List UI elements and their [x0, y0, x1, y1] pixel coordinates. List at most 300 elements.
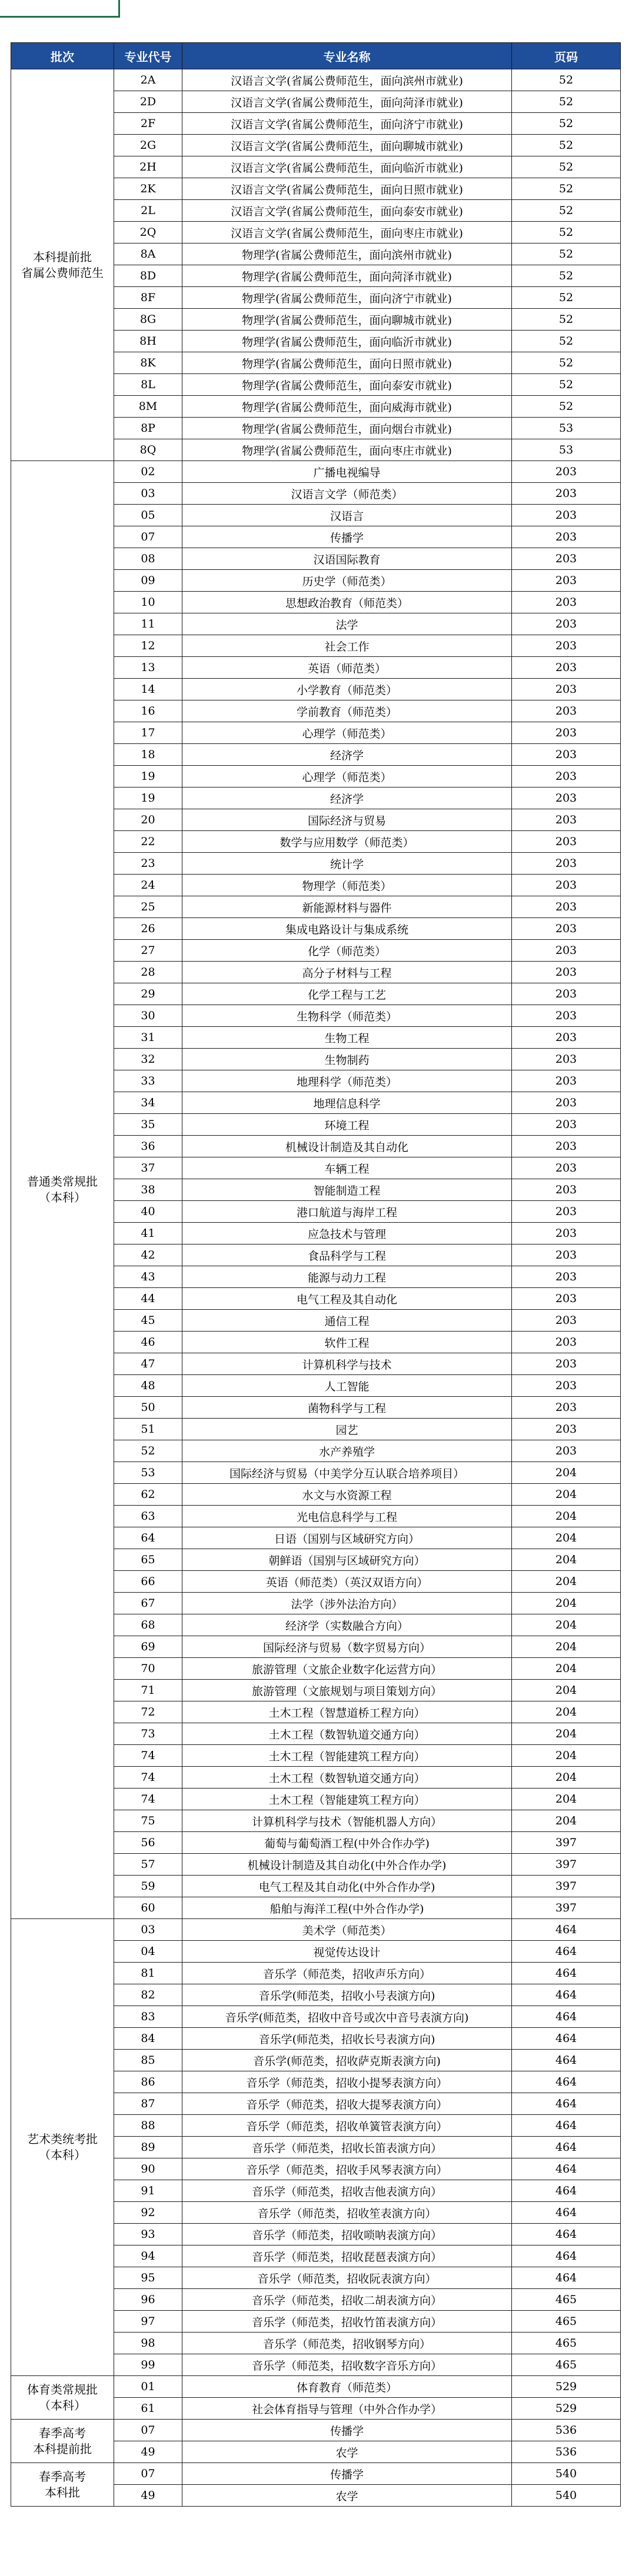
major-code-cell[interactable]: 94: [114, 2245, 182, 2267]
major-name-cell[interactable]: 音乐学（师范类，招收阮表演方向）: [182, 2267, 512, 2289]
batch-cell[interactable]: 体育类常规批 （本科）: [11, 2376, 114, 2420]
major-name-cell[interactable]: 物理学(省属公费师范生，面向济宁市就业): [182, 287, 512, 309]
major-name-cell[interactable]: 英语（师范类）: [182, 657, 512, 679]
major-code-cell[interactable]: 2K: [114, 178, 182, 200]
page-cell[interactable]: 203: [512, 700, 621, 722]
major-name-cell[interactable]: 土木工程（智能建筑工程方向）: [182, 1788, 512, 1810]
page-cell[interactable]: 204: [512, 1614, 621, 1636]
page-cell[interactable]: 203: [512, 570, 621, 592]
major-code-cell[interactable]: 20: [114, 809, 182, 831]
major-name-cell[interactable]: 汉语言: [182, 505, 512, 526]
major-code-cell[interactable]: 08: [114, 548, 182, 570]
major-name-cell[interactable]: 法学: [182, 613, 512, 635]
major-code-cell[interactable]: 2A: [114, 69, 182, 91]
major-code-cell[interactable]: 8H: [114, 331, 182, 352]
major-name-cell[interactable]: 音乐学(师范类，招收中音号或次中音号表演方向): [182, 2006, 512, 2028]
page-cell[interactable]: 536: [512, 2420, 621, 2441]
major-code-cell[interactable]: 57: [114, 1854, 182, 1876]
major-name-cell[interactable]: 视觉传达设计: [182, 1941, 512, 1963]
major-name-cell[interactable]: 音乐学（师范类，招收单簧管表演方向）: [182, 2115, 512, 2137]
page-cell[interactable]: 464: [512, 2028, 621, 2050]
page-cell[interactable]: 397: [512, 1897, 621, 1919]
major-name-cell[interactable]: 传播学: [182, 2420, 512, 2441]
major-name-cell[interactable]: 水文与水资源工程: [182, 1484, 512, 1506]
major-code-cell[interactable]: 2G: [114, 135, 182, 156]
major-name-cell[interactable]: 通信工程: [182, 1310, 512, 1332]
major-code-cell[interactable]: 59: [114, 1876, 182, 1897]
major-name-cell[interactable]: 土木工程（智能建筑工程方向）: [182, 1745, 512, 1767]
major-code-cell[interactable]: 10: [114, 592, 182, 613]
page-cell[interactable]: 540: [512, 2463, 621, 2485]
page-cell[interactable]: 203: [512, 809, 621, 831]
major-code-cell[interactable]: 19: [114, 766, 182, 788]
major-code-cell[interactable]: 53: [114, 1462, 182, 1484]
major-name-cell[interactable]: 软件工程: [182, 1332, 512, 1353]
page-cell[interactable]: 464: [512, 2050, 621, 2071]
page-cell[interactable]: 203: [512, 657, 621, 679]
page-cell[interactable]: 203: [512, 1223, 621, 1244]
major-name-cell[interactable]: 思想政治教育（师范类）: [182, 592, 512, 613]
major-code-cell[interactable]: 01: [114, 2376, 182, 2398]
major-code-cell[interactable]: 88: [114, 2115, 182, 2137]
major-name-cell[interactable]: 农学: [182, 2441, 512, 2463]
major-code-cell[interactable]: 90: [114, 2158, 182, 2180]
major-code-cell[interactable]: 85: [114, 2050, 182, 2071]
page-cell[interactable]: 464: [512, 1984, 621, 2006]
page-cell[interactable]: 397: [512, 1876, 621, 1897]
major-name-cell[interactable]: 集成电路设计与集成系统: [182, 918, 512, 940]
page-cell[interactable]: 203: [512, 505, 621, 526]
major-name-cell[interactable]: 社会体育指导与管理（中外合作办学）: [182, 2398, 512, 2420]
major-code-cell[interactable]: 18: [114, 744, 182, 766]
major-name-cell[interactable]: 统计学: [182, 853, 512, 875]
major-code-cell[interactable]: 8M: [114, 396, 182, 418]
major-code-cell[interactable]: 68: [114, 1614, 182, 1636]
major-code-cell[interactable]: 16: [114, 700, 182, 722]
page-cell[interactable]: 203: [512, 1353, 621, 1375]
major-code-cell[interactable]: 05: [114, 505, 182, 526]
page-cell[interactable]: 464: [512, 2267, 621, 2289]
major-code-cell[interactable]: 17: [114, 722, 182, 744]
batch-cell[interactable]: 普通类常规批 （本科）: [11, 461, 114, 1919]
major-name-cell[interactable]: 物理学(省属公费师范生，面向滨州市就业): [182, 243, 512, 265]
major-code-cell[interactable]: 8D: [114, 265, 182, 287]
major-name-cell[interactable]: 高分子材料与工程: [182, 962, 512, 983]
major-name-cell[interactable]: 计算机科学与技术: [182, 1353, 512, 1375]
major-code-cell[interactable]: 07: [114, 526, 182, 548]
major-name-cell[interactable]: 传播学: [182, 2463, 512, 2485]
major-name-cell[interactable]: 音乐学（师范类，招收数字音乐方向）: [182, 2354, 512, 2376]
major-name-cell[interactable]: 国际经济与贸易（中美学分互认联合培养项目）: [182, 1462, 512, 1484]
batch-cell[interactable]: 春季高考 本科提前批: [11, 2420, 114, 2463]
major-code-cell[interactable]: 35: [114, 1114, 182, 1136]
page-cell[interactable]: 464: [512, 2180, 621, 2202]
major-name-cell[interactable]: 汉语言文学(省属公费师范生，面向枣庄市就业): [182, 222, 512, 243]
major-code-cell[interactable]: 92: [114, 2202, 182, 2224]
major-name-cell[interactable]: 土木工程（智慧道桥工程方向）: [182, 1701, 512, 1723]
page-cell[interactable]: 203: [512, 1049, 621, 1070]
major-code-cell[interactable]: 93: [114, 2224, 182, 2245]
page-cell[interactable]: 203: [512, 1201, 621, 1223]
major-name-cell[interactable]: 朝鲜语（国别与区域研究方向）: [182, 1549, 512, 1571]
page-cell[interactable]: 203: [512, 875, 621, 896]
page-cell[interactable]: 203: [512, 1397, 621, 1419]
page-cell[interactable]: 52: [512, 374, 621, 396]
page-cell[interactable]: 52: [512, 113, 621, 135]
major-name-cell[interactable]: 汉语言文学(省属公费师范生，面向临沂市就业): [182, 156, 512, 178]
major-name-cell[interactable]: 人工智能: [182, 1375, 512, 1397]
header-major-code[interactable]: 专业代号: [114, 43, 182, 69]
major-code-cell[interactable]: 8Q: [114, 439, 182, 461]
major-code-cell[interactable]: 49: [114, 2441, 182, 2463]
major-code-cell[interactable]: 37: [114, 1157, 182, 1179]
major-code-cell[interactable]: 27: [114, 940, 182, 962]
major-code-cell[interactable]: 34: [114, 1092, 182, 1114]
major-name-cell[interactable]: 物理学(省属公费师范生，面向日照市就业): [182, 352, 512, 374]
major-code-cell[interactable]: 8K: [114, 352, 182, 374]
major-name-cell[interactable]: 地理科学（师范类）: [182, 1070, 512, 1092]
page-cell[interactable]: 464: [512, 2202, 621, 2224]
page-cell[interactable]: 464: [512, 1941, 621, 1963]
major-code-cell[interactable]: 2L: [114, 200, 182, 222]
page-cell[interactable]: 464: [512, 2245, 621, 2267]
major-code-cell[interactable]: 8G: [114, 309, 182, 331]
major-code-cell[interactable]: 87: [114, 2093, 182, 2115]
major-code-cell[interactable]: 07: [114, 2420, 182, 2441]
major-code-cell[interactable]: 89: [114, 2137, 182, 2158]
major-code-cell[interactable]: 56: [114, 1832, 182, 1854]
major-name-cell[interactable]: 物理学(省属公费师范生，面向菏泽市就业): [182, 265, 512, 287]
major-code-cell[interactable]: 62: [114, 1484, 182, 1506]
page-cell[interactable]: 203: [512, 766, 621, 788]
batch-cell[interactable]: 本科提前批 省属公费师范生: [11, 69, 114, 461]
major-code-cell[interactable]: 04: [114, 1941, 182, 1963]
page-cell[interactable]: 203: [512, 940, 621, 962]
page-cell[interactable]: 203: [512, 918, 621, 940]
major-code-cell[interactable]: 30: [114, 1005, 182, 1027]
major-code-cell[interactable]: 31: [114, 1027, 182, 1049]
page-cell[interactable]: 203: [512, 853, 621, 875]
major-name-cell[interactable]: 生物制药: [182, 1049, 512, 1070]
major-name-cell[interactable]: 学前教育（师范类）: [182, 700, 512, 722]
major-name-cell[interactable]: 葡萄与葡萄酒工程(中外合作办学): [182, 1832, 512, 1854]
page-cell[interactable]: 203: [512, 1332, 621, 1353]
major-code-cell[interactable]: 60: [114, 1897, 182, 1919]
major-name-cell[interactable]: 电气工程及其自动化(中外合作办学): [182, 1876, 512, 1897]
page-cell[interactable]: 204: [512, 1462, 621, 1484]
page-cell[interactable]: 203: [512, 483, 621, 505]
page-cell[interactable]: 52: [512, 265, 621, 287]
major-name-cell[interactable]: 汉语国际教育: [182, 548, 512, 570]
page-cell[interactable]: 203: [512, 526, 621, 548]
major-code-cell[interactable]: 75: [114, 1810, 182, 1832]
page-cell[interactable]: 540: [512, 2485, 621, 2507]
major-code-cell[interactable]: 63: [114, 1506, 182, 1527]
page-cell[interactable]: 203: [512, 962, 621, 983]
major-name-cell[interactable]: 传播学: [182, 526, 512, 548]
page-cell[interactable]: 203: [512, 1266, 621, 1288]
major-name-cell[interactable]: 能源与动力工程: [182, 1266, 512, 1288]
major-name-cell[interactable]: 汉语言文学（师范类）: [182, 483, 512, 505]
major-code-cell[interactable]: 95: [114, 2267, 182, 2289]
page-cell[interactable]: 53: [512, 418, 621, 439]
major-code-cell[interactable]: 42: [114, 1244, 182, 1266]
page-cell[interactable]: 52: [512, 178, 621, 200]
major-name-cell[interactable]: 物理学(省属公费师范生，面向威海市就业): [182, 396, 512, 418]
page-cell[interactable]: 397: [512, 1832, 621, 1854]
major-code-cell[interactable]: 14: [114, 679, 182, 700]
page-cell[interactable]: 465: [512, 2311, 621, 2333]
major-code-cell[interactable]: 72: [114, 1701, 182, 1723]
major-name-cell[interactable]: 音乐学（师范类，招收吉他表演方向）: [182, 2180, 512, 2202]
major-name-cell[interactable]: 应急技术与管理: [182, 1223, 512, 1244]
major-code-cell[interactable]: 23: [114, 853, 182, 875]
major-name-cell[interactable]: 生物科学（师范类）: [182, 1005, 512, 1027]
page-cell[interactable]: 204: [512, 1723, 621, 1745]
major-name-cell[interactable]: 汉语言文学(省属公费师范生，面向济宁市就业): [182, 113, 512, 135]
page-cell[interactable]: 203: [512, 722, 621, 744]
major-name-cell[interactable]: 音乐学（师范类，招收手风琴表演方向）: [182, 2158, 512, 2180]
batch-cell[interactable]: 春季高考 本科批: [11, 2463, 114, 2507]
major-code-cell[interactable]: 73: [114, 1723, 182, 1745]
major-name-cell[interactable]: 汉语言文学(省属公费师范生，面向聊城市就业): [182, 135, 512, 156]
page-cell[interactable]: 464: [512, 2093, 621, 2115]
major-code-cell[interactable]: 26: [114, 918, 182, 940]
major-name-cell[interactable]: 智能制造工程: [182, 1179, 512, 1201]
major-code-cell[interactable]: 67: [114, 1593, 182, 1614]
page-cell[interactable]: 204: [512, 1810, 621, 1832]
page-cell[interactable]: 52: [512, 352, 621, 374]
page-cell[interactable]: 52: [512, 243, 621, 265]
page-cell[interactable]: 397: [512, 1854, 621, 1876]
major-code-cell[interactable]: 2F: [114, 113, 182, 135]
major-code-cell[interactable]: 52: [114, 1440, 182, 1462]
page-cell[interactable]: 52: [512, 69, 621, 91]
major-code-cell[interactable]: 84: [114, 2028, 182, 2050]
major-name-cell[interactable]: 小学教育（师范类）: [182, 679, 512, 700]
page-cell[interactable]: 464: [512, 2115, 621, 2137]
major-name-cell[interactable]: 音乐学(师范类，招收小号表演方向): [182, 1984, 512, 2006]
page-cell[interactable]: 52: [512, 396, 621, 418]
major-name-cell[interactable]: 土木工程（数智轨道交通方向）: [182, 1723, 512, 1745]
major-name-cell[interactable]: 船舶与海洋工程(中外合作办学): [182, 1897, 512, 1919]
major-name-cell[interactable]: 体育教育（师范类）: [182, 2376, 512, 2398]
page-cell[interactable]: 204: [512, 1788, 621, 1810]
major-code-cell[interactable]: 43: [114, 1266, 182, 1288]
major-name-cell[interactable]: 旅游管理（文旅规划与项目策划方向）: [182, 1680, 512, 1701]
major-code-cell[interactable]: 8F: [114, 287, 182, 309]
major-code-cell[interactable]: 29: [114, 983, 182, 1005]
page-cell[interactable]: 52: [512, 156, 621, 178]
major-name-cell[interactable]: 历史学（师范类）: [182, 570, 512, 592]
major-name-cell[interactable]: 车辆工程: [182, 1157, 512, 1179]
page-cell[interactable]: 52: [512, 135, 621, 156]
page-cell[interactable]: 204: [512, 1658, 621, 1680]
page-cell[interactable]: 204: [512, 1484, 621, 1506]
page-cell[interactable]: 464: [512, 2071, 621, 2093]
page-cell[interactable]: 203: [512, 1440, 621, 1462]
page-cell[interactable]: 203: [512, 1092, 621, 1114]
major-code-cell[interactable]: 71: [114, 1680, 182, 1701]
major-name-cell[interactable]: 物理学(省属公费师范生，面向聊城市就业): [182, 309, 512, 331]
major-code-cell[interactable]: 12: [114, 635, 182, 657]
page-cell[interactable]: 204: [512, 1527, 621, 1549]
major-name-cell[interactable]: 日语（国别与区域研究方向）: [182, 1527, 512, 1549]
page-cell[interactable]: 464: [512, 2158, 621, 2180]
page-cell[interactable]: 203: [512, 1288, 621, 1310]
page-cell[interactable]: 204: [512, 1506, 621, 1527]
major-name-cell[interactable]: 菌物科学与工程: [182, 1397, 512, 1419]
major-code-cell[interactable]: 74: [114, 1767, 182, 1788]
major-name-cell[interactable]: 物理学(省属公费师范生，面向泰安市就业): [182, 374, 512, 396]
page-cell[interactable]: 529: [512, 2376, 621, 2398]
major-code-cell[interactable]: 49: [114, 2485, 182, 2507]
page-cell[interactable]: 464: [512, 1919, 621, 1941]
major-name-cell[interactable]: 心理学（师范类）: [182, 722, 512, 744]
major-code-cell[interactable]: 51: [114, 1419, 182, 1440]
major-name-cell[interactable]: 化学（师范类）: [182, 940, 512, 962]
page-cell[interactable]: 204: [512, 1701, 621, 1723]
major-name-cell[interactable]: 土木工程（数智轨道交通方向）: [182, 1767, 512, 1788]
major-code-cell[interactable]: 07: [114, 2463, 182, 2485]
major-code-cell[interactable]: 47: [114, 1353, 182, 1375]
major-name-cell[interactable]: 音乐学（师范类，招收唢呐表演方向）: [182, 2224, 512, 2245]
major-name-cell[interactable]: 国际经济与贸易（数字贸易方向）: [182, 1636, 512, 1658]
major-code-cell[interactable]: 2H: [114, 156, 182, 178]
major-name-cell[interactable]: 经济学: [182, 788, 512, 809]
major-name-cell[interactable]: 物理学(省属公费师范生，面向临沂市就业): [182, 331, 512, 352]
header-page[interactable]: 页码: [512, 43, 621, 69]
page-cell[interactable]: 203: [512, 896, 621, 918]
major-name-cell[interactable]: 音乐学（师范类，招收声乐方向）: [182, 1963, 512, 1984]
page-cell[interactable]: 203: [512, 1157, 621, 1179]
major-code-cell[interactable]: 69: [114, 1636, 182, 1658]
page-cell[interactable]: 464: [512, 2137, 621, 2158]
header-batch[interactable]: 批次: [11, 43, 114, 69]
major-name-cell[interactable]: 心理学（师范类）: [182, 766, 512, 788]
major-name-cell[interactable]: 音乐学（师范类，招收琵琶表演方向）: [182, 2245, 512, 2267]
page-cell[interactable]: 203: [512, 592, 621, 613]
page-cell[interactable]: 204: [512, 1680, 621, 1701]
page-cell[interactable]: 465: [512, 2289, 621, 2311]
page-cell[interactable]: 203: [512, 1419, 621, 1440]
page-cell[interactable]: 203: [512, 788, 621, 809]
major-code-cell[interactable]: 41: [114, 1223, 182, 1244]
major-code-cell[interactable]: 81: [114, 1963, 182, 1984]
major-name-cell[interactable]: 国际经济与贸易: [182, 809, 512, 831]
major-code-cell[interactable]: 48: [114, 1375, 182, 1397]
page-cell[interactable]: 203: [512, 983, 621, 1005]
major-code-cell[interactable]: 24: [114, 875, 182, 896]
major-code-cell[interactable]: 98: [114, 2333, 182, 2354]
page-cell[interactable]: 204: [512, 1593, 621, 1614]
page-cell[interactable]: 53: [512, 439, 621, 461]
major-code-cell[interactable]: 11: [114, 613, 182, 635]
major-code-cell[interactable]: 03: [114, 483, 182, 505]
major-code-cell[interactable]: 19: [114, 788, 182, 809]
header-major-name[interactable]: 专业名称: [182, 43, 512, 69]
major-name-cell[interactable]: 汉语言文学(省属公费师范生，面向滨州市就业): [182, 69, 512, 91]
page-cell[interactable]: 536: [512, 2441, 621, 2463]
major-code-cell[interactable]: 28: [114, 962, 182, 983]
major-name-cell[interactable]: 法学（涉外法治方向）: [182, 1593, 512, 1614]
page-cell[interactable]: 464: [512, 1963, 621, 1984]
major-name-cell[interactable]: 园艺: [182, 1419, 512, 1440]
major-code-cell[interactable]: 2Q: [114, 222, 182, 243]
major-name-cell[interactable]: 英语（师范类）（英汉双语方向）: [182, 1571, 512, 1593]
major-code-cell[interactable]: 09: [114, 570, 182, 592]
major-name-cell[interactable]: 音乐学（师范类，招收二胡表演方向）: [182, 2289, 512, 2311]
page-cell[interactable]: 203: [512, 1114, 621, 1136]
batch-cell[interactable]: 艺术类统考批 （本科）: [11, 1919, 114, 2376]
major-name-cell[interactable]: 新能源材料与器件: [182, 896, 512, 918]
major-name-cell[interactable]: 汉语言文学(省属公费师范生，面向泰安市就业): [182, 200, 512, 222]
page-cell[interactable]: 203: [512, 1027, 621, 1049]
major-code-cell[interactable]: 66: [114, 1571, 182, 1593]
major-name-cell[interactable]: 音乐学（师范类，招收竹笛表演方向）: [182, 2311, 512, 2333]
page-cell[interactable]: 464: [512, 2006, 621, 2028]
major-code-cell[interactable]: 45: [114, 1310, 182, 1332]
major-name-cell[interactable]: 食品科学与工程: [182, 1244, 512, 1266]
page-cell[interactable]: 204: [512, 1571, 621, 1593]
page-cell[interactable]: 203: [512, 548, 621, 570]
major-name-cell[interactable]: 美术学（师范类）: [182, 1919, 512, 1941]
major-code-cell[interactable]: 46: [114, 1332, 182, 1353]
major-code-cell[interactable]: 02: [114, 461, 182, 483]
major-name-cell[interactable]: 音乐学（师范类，招收长笛表演方向）: [182, 2137, 512, 2158]
page-cell[interactable]: 203: [512, 1179, 621, 1201]
major-code-cell[interactable]: 33: [114, 1070, 182, 1092]
major-code-cell[interactable]: 2D: [114, 91, 182, 113]
page-cell[interactable]: 204: [512, 1549, 621, 1571]
major-code-cell[interactable]: 86: [114, 2071, 182, 2093]
major-name-cell[interactable]: 化学工程与工艺: [182, 983, 512, 1005]
major-code-cell[interactable]: 83: [114, 2006, 182, 2028]
major-name-cell[interactable]: 旅游管理（文旅企业数字化运营方向）: [182, 1658, 512, 1680]
page-cell[interactable]: 204: [512, 1636, 621, 1658]
major-code-cell[interactable]: 13: [114, 657, 182, 679]
page-cell[interactable]: 465: [512, 2333, 621, 2354]
major-code-cell[interactable]: 50: [114, 1397, 182, 1419]
page-cell[interactable]: 465: [512, 2354, 621, 2376]
major-code-cell[interactable]: 8P: [114, 418, 182, 439]
major-name-cell[interactable]: 音乐学(师范类，招收长号表演方向): [182, 2028, 512, 2050]
major-code-cell[interactable]: 96: [114, 2289, 182, 2311]
page-cell[interactable]: 52: [512, 309, 621, 331]
major-name-cell[interactable]: 环境工程: [182, 1114, 512, 1136]
major-code-cell[interactable]: 64: [114, 1527, 182, 1549]
page-cell[interactable]: 203: [512, 635, 621, 657]
page-cell[interactable]: 203: [512, 461, 621, 483]
page-cell[interactable]: 203: [512, 1244, 621, 1266]
major-name-cell[interactable]: 经济学: [182, 744, 512, 766]
major-name-cell[interactable]: 计算机科学与技术（智能机器人方向）: [182, 1810, 512, 1832]
major-name-cell[interactable]: 社会工作: [182, 635, 512, 657]
major-name-cell[interactable]: 电气工程及其自动化: [182, 1288, 512, 1310]
major-code-cell[interactable]: 25: [114, 896, 182, 918]
page-cell[interactable]: 204: [512, 1745, 621, 1767]
major-code-cell[interactable]: 65: [114, 1549, 182, 1571]
page-cell[interactable]: 204: [512, 1767, 621, 1788]
major-name-cell[interactable]: 地理信息科学: [182, 1092, 512, 1114]
page-cell[interactable]: 203: [512, 831, 621, 853]
major-name-cell[interactable]: 农学: [182, 2485, 512, 2507]
page-cell[interactable]: 203: [512, 1375, 621, 1397]
page-cell[interactable]: 203: [512, 1070, 621, 1092]
major-name-cell[interactable]: 经济学（实数融合方向）: [182, 1614, 512, 1636]
page-cell[interactable]: 52: [512, 331, 621, 352]
major-code-cell[interactable]: 8A: [114, 243, 182, 265]
